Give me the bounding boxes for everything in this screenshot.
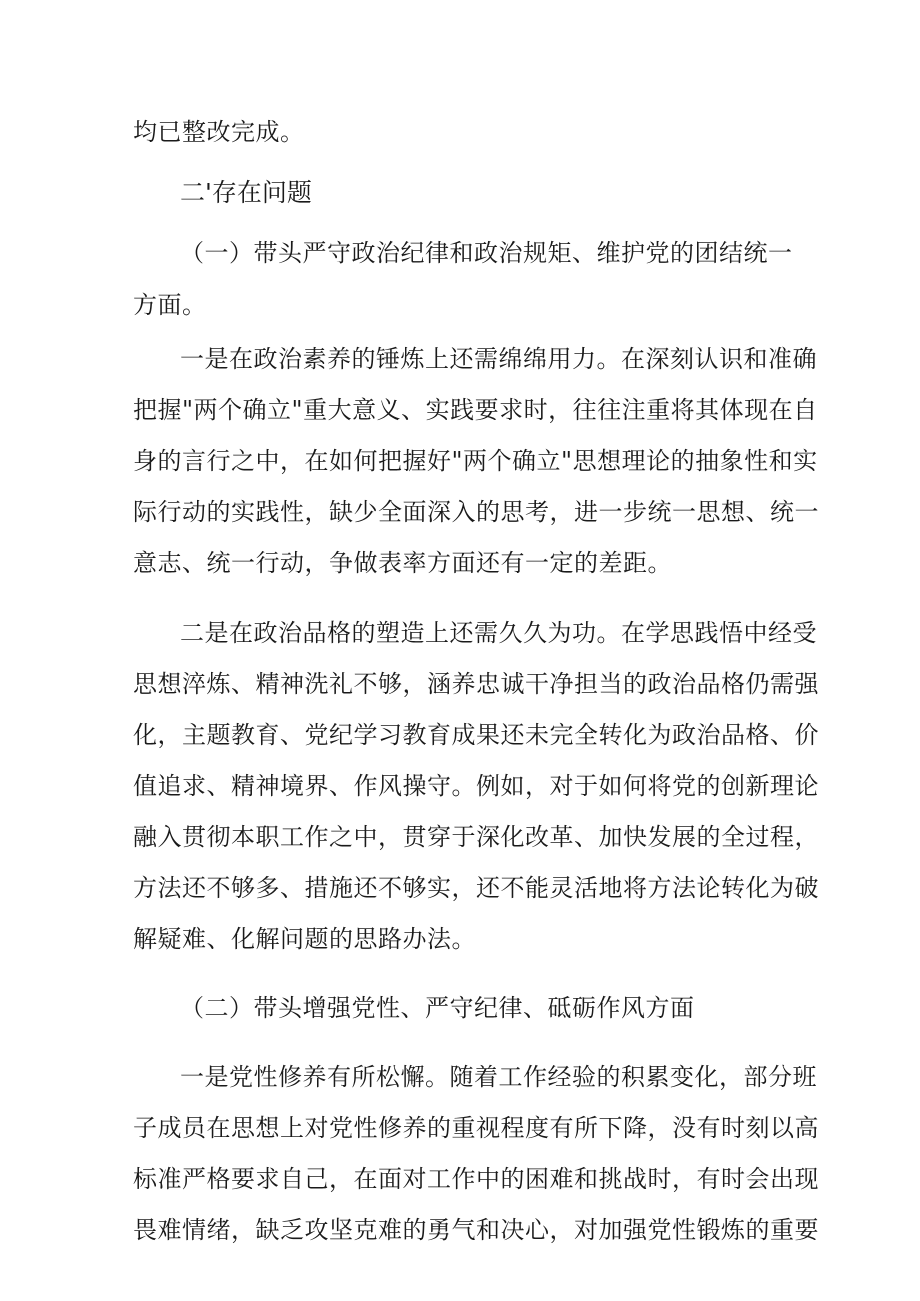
text-line: 意志、统一行动，争做表率方面还有一定的差距。 <box>133 549 672 577</box>
text-line: 均已整改完成。 <box>133 118 305 146</box>
text-line: 畏难情绪，缺乏攻坚克难的勇气和决心，对加强党性锻炼的重要 <box>133 1216 819 1244</box>
text-line: 标准严格要求自己，在面对工作中的困难和挑战时，有时会出现 <box>133 1165 819 1193</box>
text-line: （一）带头严守政治纪律和政治规矩、维护党的团结统一 <box>180 239 793 267</box>
text-line: 融入贯彻本职工作之中，贯穿于深化改革、加快发展的全过程， <box>133 823 819 851</box>
text-line: 身的言行之中，在如何把握好"两个确立"思想理论的抽象性和实 <box>133 447 818 475</box>
text-line: 化，主题教育、党纪学习教育成果还未完全转化为政治品格、价 <box>133 721 819 749</box>
text-line: 际行动的实践性，缺少全面深入的思考，进一步统一思想、统一 <box>133 498 819 526</box>
text-line: 方法还不够多、措施还不够实，还不能灵活地将方法论转化为破 <box>133 874 819 902</box>
text-line: 二是在政治品格的塑造上还需久久为功。在学思践悟中经受 <box>180 619 817 647</box>
subsection-heading-2: （二）带头增强党性、严守纪律、砥砺作风方面 <box>180 994 695 1022</box>
text-line: 解疑难、化解问题的思路办法。 <box>133 925 476 953</box>
text-line: 值追求、精神境界、作风操守。例如，对于如何将党的创新理论 <box>133 772 819 800</box>
text-line: 一是在政治素养的锤炼上还需绵绵用力。在深刻认识和准确 <box>180 345 817 373</box>
text-line: 方面。 <box>133 291 207 319</box>
text-line: 一是党性修养有所松懈。随着工作经验的积累变化，部分班 <box>180 1063 817 1091</box>
text-line: 思想淬炼、精神洗礼不够，涵养忠诚干净担当的政治品格仍需强 <box>133 670 819 698</box>
text-line: 子成员在思想上对党性修养的重视程度有所下降，没有时刻以高 <box>133 1114 819 1142</box>
section-heading: 二'存在问题 <box>180 178 312 207</box>
text-line: 把握"两个确立"重大意义、实践要求时，往往注重将其体现在自 <box>133 396 818 424</box>
